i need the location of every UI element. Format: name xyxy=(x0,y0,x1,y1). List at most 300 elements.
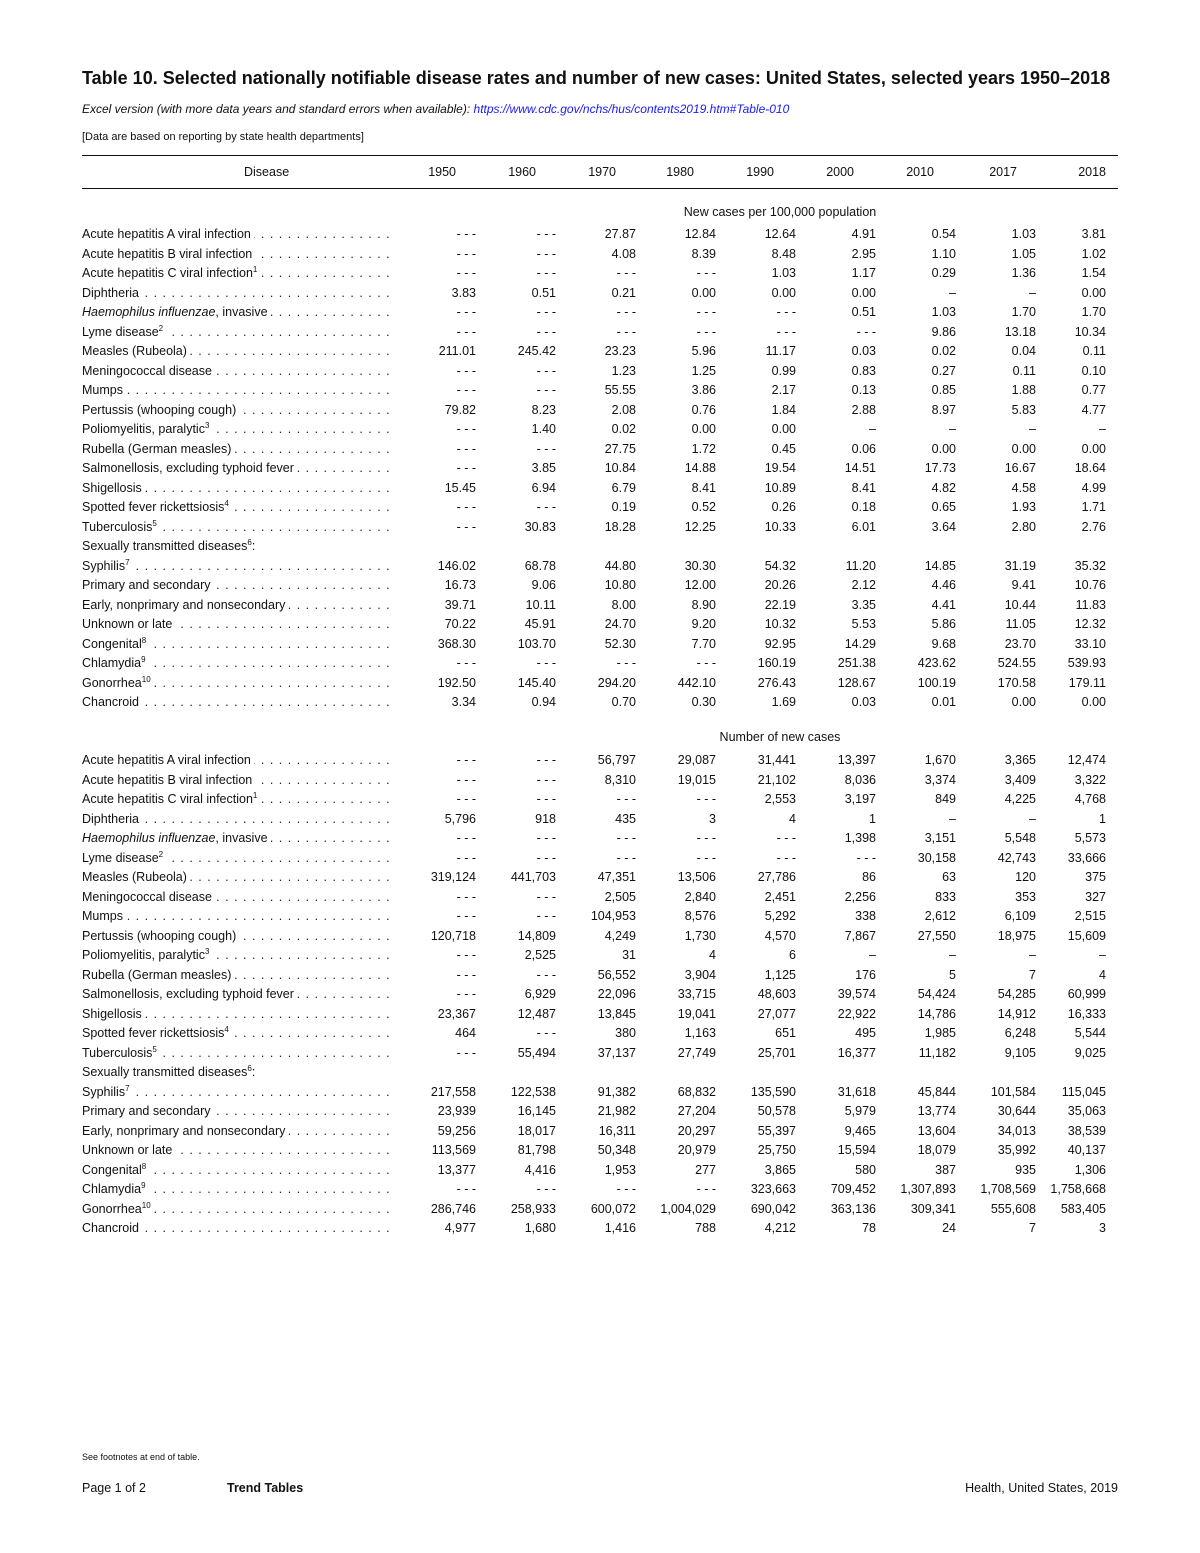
footer-section: Trend Tables xyxy=(227,1481,304,1495)
table-cell: 3.85 xyxy=(531,461,556,475)
table-cell: - - - xyxy=(456,324,476,339)
row-label-text: Tuberculosis xyxy=(82,1045,153,1060)
table-cell: - - - xyxy=(456,831,476,845)
table-cell: 0.03 xyxy=(851,695,876,709)
table-cell: 3,865 xyxy=(764,1162,796,1177)
table-cell: 54,285 xyxy=(997,987,1036,1001)
table-cell: 353 xyxy=(1015,889,1036,904)
table-cell: – xyxy=(1029,948,1036,962)
table-cell: 1,758,668 xyxy=(1050,1182,1106,1196)
table-cell: 7 xyxy=(1029,1221,1036,1235)
table-row xyxy=(82,771,1118,791)
col-header-year: 2000 xyxy=(826,165,854,179)
table-cell: 918 xyxy=(535,811,556,826)
row-label-text: Sexually transmitted diseases xyxy=(82,1065,248,1079)
table-cell: 4.82 xyxy=(931,480,956,495)
table-cell: - - - xyxy=(456,441,476,456)
table-cell: - - - xyxy=(776,831,796,845)
table-cell: - - - xyxy=(456,656,476,670)
col-header-year: 1990 xyxy=(746,165,774,179)
table-cell: 435 xyxy=(615,811,636,826)
table-cell: 323,663 xyxy=(750,1182,796,1196)
table-cell: 16,145 xyxy=(517,1104,556,1118)
table-cell: - - - xyxy=(456,772,476,787)
table-cell: - - - xyxy=(456,227,476,241)
table-cell: 0.00 xyxy=(931,441,956,456)
table-cell: 14,809 xyxy=(517,928,556,943)
table-cell: 4.91 xyxy=(851,227,876,241)
row-label-text: Pertussis (whooping cough) xyxy=(82,402,237,417)
row-label xyxy=(82,1044,396,1064)
data-note: [Data are based on reporting by state health departments] xyxy=(82,131,364,143)
table-cell: 11,182 xyxy=(918,1045,956,1060)
row-label-text: Unknown or late xyxy=(82,1143,173,1157)
row-label xyxy=(82,635,396,655)
table-cell: 54,424 xyxy=(917,987,956,1001)
table-cell: 4 xyxy=(789,811,796,826)
footnote-marker: 9 xyxy=(141,654,146,664)
row-label xyxy=(82,576,396,596)
row-label xyxy=(82,654,396,674)
table-cell: 12.32 xyxy=(1074,617,1106,631)
row-label xyxy=(82,537,396,557)
table-cell: 50,348 xyxy=(597,1143,636,1157)
table-cell: - - - xyxy=(616,656,636,670)
table-cell: 5.86 xyxy=(931,617,956,631)
table-cell: 0.00 xyxy=(771,422,796,436)
table-row xyxy=(82,927,1118,947)
table-cell: 16,333 xyxy=(1067,1006,1106,1021)
row-label xyxy=(82,615,396,635)
table-cell: 60,999 xyxy=(1067,987,1106,1001)
row-label xyxy=(82,829,396,849)
table-cell: 2.76 xyxy=(1081,519,1106,534)
table-cell: 387 xyxy=(935,1162,956,1177)
table-cell: 8,310 xyxy=(604,772,636,787)
table-cell: 1,306 xyxy=(1074,1162,1106,1177)
row-label xyxy=(82,342,396,362)
table-cell: - - - xyxy=(456,266,476,280)
table-cell: 0.70 xyxy=(611,695,636,709)
table-cell: 14,912 xyxy=(997,1006,1036,1021)
table-cell: 583,405 xyxy=(1060,1201,1106,1216)
row-label-text: Mumps xyxy=(82,383,123,397)
row-label xyxy=(82,362,396,382)
table-cell: 1,708,569 xyxy=(980,1182,1036,1196)
row-label-text: Measles (Rubeola) xyxy=(82,344,187,358)
table-cell: - - - xyxy=(536,772,556,787)
table-cell: 19.54 xyxy=(764,461,796,475)
table-cell: 30.83 xyxy=(524,519,556,534)
table-cell: 1.71 xyxy=(1081,500,1106,514)
row-label-text: Meningococcal disease xyxy=(82,889,212,904)
table-cell: 70.22 xyxy=(444,617,476,631)
excel-version-link[interactable]: https://www.cdc.gov/nchs/hus/contents2019.htm#Table-010 xyxy=(473,102,790,116)
row-label xyxy=(82,264,396,284)
table-cell: 35,063 xyxy=(1067,1104,1106,1118)
col-header-year: 1970 xyxy=(588,165,616,179)
table-cell: 5,573 xyxy=(1074,831,1106,845)
row-label-text: Acute hepatitis B viral infection xyxy=(82,772,253,787)
table-cell: 52.30 xyxy=(604,636,636,651)
table-cell: 27,749 xyxy=(677,1045,716,1060)
table-cell: 1.54 xyxy=(1081,266,1106,280)
row-label xyxy=(82,946,396,966)
table-row xyxy=(82,225,1118,245)
table-cell: 4,212 xyxy=(764,1221,796,1235)
table-cell: 42,743 xyxy=(997,850,1036,865)
table-cell: 8,576 xyxy=(684,909,716,923)
table-cell: 1,670 xyxy=(924,753,956,767)
table-cell: - - - xyxy=(616,324,636,339)
table-cell: 10.76 xyxy=(1074,578,1106,592)
table-cell: 145.40 xyxy=(517,675,556,690)
table-cell: 12,487 xyxy=(517,1006,556,1021)
table-cell: 10.84 xyxy=(604,461,636,475)
row-label-text: Shigellosis xyxy=(82,480,142,495)
table-cell: 18.64 xyxy=(1074,461,1106,475)
table-cell: – xyxy=(949,811,956,826)
table-cell: 9,105 xyxy=(1004,1045,1036,1060)
table-cell: 1,680 xyxy=(524,1221,556,1235)
table-cell: 0.19 xyxy=(611,500,636,514)
row-label xyxy=(82,323,396,343)
table-row xyxy=(82,1219,1118,1239)
table-cell: 10.11 xyxy=(525,597,556,612)
table-cell xyxy=(396,1063,476,1083)
table-cell: 7 xyxy=(1029,967,1036,982)
table-cell: 1.25 xyxy=(691,363,716,378)
table-cell: - - - xyxy=(536,792,556,806)
row-label-text: Pertussis (whooping cough) xyxy=(82,928,237,943)
table-cell: 45,844 xyxy=(917,1084,956,1099)
row-label xyxy=(82,420,396,440)
table-cell: 258,933 xyxy=(510,1201,556,1216)
row-label xyxy=(82,985,396,1005)
row-label-text: Early, nonprimary and nonsecondary xyxy=(82,1123,286,1138)
table-cell: 12.64 xyxy=(764,227,796,241)
table-cell: 1.69 xyxy=(771,695,796,709)
table-cell: 78 xyxy=(862,1221,876,1235)
footer-publication: Health, United States, 2019 xyxy=(965,1481,1118,1495)
table-cell: 3,409 xyxy=(1004,772,1036,787)
table-cell: 251.38 xyxy=(837,656,876,670)
table-cell: - - - xyxy=(536,753,556,767)
table-cell: 47,351 xyxy=(597,870,636,884)
table-cell: 31,618 xyxy=(837,1084,876,1099)
table-cell: 4.41 xyxy=(931,597,956,612)
row-label xyxy=(82,557,396,577)
table-cell: 441,703 xyxy=(510,870,556,884)
table-cell: 423.62 xyxy=(917,656,956,670)
table-cell: 5.53 xyxy=(851,617,876,631)
table-cell: 8.00 xyxy=(611,597,636,612)
table-cell: 0.26 xyxy=(771,500,796,514)
table-cell: 30.30 xyxy=(684,558,716,573)
row-label xyxy=(82,1161,396,1181)
table-cell: 2,451 xyxy=(764,889,796,904)
table-cell: - - - xyxy=(696,324,716,339)
table-cell: 0.21 xyxy=(611,285,636,300)
table-cell: 849 xyxy=(935,792,956,806)
table-cell: 122,538 xyxy=(510,1084,556,1099)
col-header-disease: Disease xyxy=(244,165,290,179)
table-cell: 3,197 xyxy=(844,792,876,806)
row-label xyxy=(82,225,396,245)
table-cell: 56,797 xyxy=(597,753,636,767)
table-cell: 8,036 xyxy=(844,772,876,787)
table-cell: - - - xyxy=(536,441,556,456)
table-cell: 12.25 xyxy=(684,519,716,534)
row-label xyxy=(82,401,396,421)
table-cell: 18,017 xyxy=(517,1123,556,1138)
table-row xyxy=(82,1024,1118,1044)
row-label xyxy=(82,1180,396,1200)
header-bottom-rule xyxy=(82,188,1118,189)
table-cell: 79.82 xyxy=(444,402,476,417)
table-row xyxy=(82,537,1118,557)
table-cell xyxy=(556,537,636,557)
table-cell: 15,609 xyxy=(1067,928,1106,943)
table-row xyxy=(82,1005,1118,1025)
table-cell xyxy=(396,537,476,557)
footnote-marker: 6 xyxy=(247,1063,252,1073)
row-label xyxy=(82,303,396,323)
row-label-text: Measles (Rubeola) xyxy=(82,870,187,884)
table-cell: 18,975 xyxy=(997,928,1036,943)
row-label-text: Diphtheria xyxy=(82,811,139,826)
table-cell: 8.39 xyxy=(691,246,716,261)
footnote-marker: 5 xyxy=(152,1044,157,1054)
table-cell: 277 xyxy=(695,1162,716,1177)
table-cell: - - - xyxy=(696,850,716,865)
table-cell: 1.70 xyxy=(1081,305,1106,319)
table-cell: 0.06 xyxy=(851,441,876,456)
table-cell: - - - xyxy=(536,889,556,904)
footnote-marker: 3 xyxy=(204,420,210,430)
row-label-text: Rubella (German measles) xyxy=(82,967,232,982)
table-cell: 0.11 xyxy=(1012,363,1036,378)
table-cell: 179.11 xyxy=(1068,675,1106,690)
table-cell: 13,604 xyxy=(917,1123,956,1138)
table-cell: 33,715 xyxy=(677,987,716,1001)
table-cell: - - - xyxy=(536,324,556,339)
table-cell: 327 xyxy=(1085,889,1106,904)
table-cell: 935 xyxy=(1015,1162,1036,1177)
table-cell: 48,603 xyxy=(757,987,796,1001)
table-cell: - - - xyxy=(456,753,476,767)
footnote-marker: 9 xyxy=(141,1180,146,1190)
table-cell: 1.03 xyxy=(1011,227,1036,241)
row-label xyxy=(82,479,396,499)
table-cell xyxy=(876,537,956,557)
table-cell: 464 xyxy=(455,1026,476,1040)
row-label xyxy=(82,1063,396,1083)
table-cell: - - - xyxy=(616,266,636,280)
row-label-text: Tuberculosis xyxy=(82,519,153,534)
table-cell: 375 xyxy=(1085,870,1106,884)
table-cell: 115,045 xyxy=(1061,1084,1106,1099)
table-cell: 1.23 xyxy=(611,363,636,378)
table-cell: 4.58 xyxy=(1011,480,1036,495)
table-cell: 35,992 xyxy=(997,1143,1036,1157)
table-row xyxy=(82,1180,1118,1200)
table-cell: 1.17 xyxy=(851,266,876,280)
table-cell: 0.27 xyxy=(931,363,956,378)
table-cell: 27,204 xyxy=(677,1104,716,1118)
col-header-year: 2010 xyxy=(906,165,934,179)
counts-table xyxy=(82,751,1118,1239)
table-row xyxy=(82,1200,1118,1220)
table-cell: 63 xyxy=(942,870,956,884)
row-label xyxy=(82,1219,396,1239)
table-cell: 3.64 xyxy=(931,519,956,534)
table-cell: 192.50 xyxy=(437,675,476,690)
table-cell: 6,929 xyxy=(524,987,556,1001)
table-cell: 524.55 xyxy=(997,656,1036,670)
table-cell: - - - xyxy=(536,363,556,378)
row-label xyxy=(82,1141,396,1161)
table-cell: - - - xyxy=(456,889,476,904)
table-cell: 709,452 xyxy=(830,1182,876,1196)
table-cell: 1,163 xyxy=(684,1026,716,1040)
row-label-text: Sexually transmitted diseases xyxy=(82,539,248,553)
table-row xyxy=(82,810,1118,830)
table-cell: - - - xyxy=(536,909,556,923)
table-cell: – xyxy=(1099,422,1106,436)
table-row xyxy=(82,1044,1118,1064)
table-cell: – xyxy=(1029,285,1036,300)
row-label-text: Syphilis xyxy=(82,558,126,573)
table-cell xyxy=(876,1063,956,1083)
table-cell: 16.67 xyxy=(1004,461,1036,475)
row-label-text: Acute hepatitis A viral infection xyxy=(82,753,251,767)
table-cell: 24.70 xyxy=(604,617,636,631)
table-cell: - - - xyxy=(696,1182,716,1196)
table-row xyxy=(82,635,1118,655)
table-cell: 495 xyxy=(855,1026,876,1040)
table-cell: 13,774 xyxy=(917,1104,956,1118)
table-cell: - - - xyxy=(776,850,796,865)
row-label-text: Spotted fever rickettsiosis xyxy=(82,1026,225,1040)
footnote-marker: 2 xyxy=(158,849,164,859)
table-cell: - - - xyxy=(456,519,476,534)
table-row xyxy=(82,576,1118,596)
row-label xyxy=(82,693,396,713)
table-cell: 3.81 xyxy=(1081,227,1106,241)
table-row xyxy=(82,323,1118,343)
table-cell: 13.18 xyxy=(1004,324,1036,339)
table-cell: 0.10 xyxy=(1081,363,1106,378)
table-cell: 4,570 xyxy=(764,928,796,943)
table-cell: 6.01 xyxy=(851,519,876,534)
table-row xyxy=(82,440,1118,460)
table-cell: 5.83 xyxy=(1011,402,1036,417)
table-cell: 2.80 xyxy=(1011,519,1036,534)
table-cell: 55,397 xyxy=(757,1123,796,1138)
table-cell: 18,079 xyxy=(917,1143,956,1157)
table-cell: - - - xyxy=(536,656,556,670)
row-label-text: Early, nonprimary and nonsecondary xyxy=(82,597,286,612)
table-cell: 4,977 xyxy=(444,1221,476,1235)
table-cell: 3,151 xyxy=(924,831,956,845)
table-cell: 1.03 xyxy=(931,305,956,319)
table-cell: - - - xyxy=(696,831,716,845)
table-cell: 6,109 xyxy=(1004,909,1036,923)
table-cell: 135,590 xyxy=(750,1084,796,1099)
row-label xyxy=(82,810,396,830)
table-cell: 4.77 xyxy=(1081,402,1106,417)
header-top-rule xyxy=(82,155,1118,156)
table-row xyxy=(82,615,1118,635)
row-label xyxy=(82,459,396,479)
table-cell: - - - xyxy=(856,324,876,339)
footnote-marker: 4 xyxy=(224,498,229,508)
row-label-text: Acute hepatitis C viral infection xyxy=(82,792,253,806)
row-label-text: Poliomyelitis, paralytic xyxy=(82,422,205,436)
table-cell: 651 xyxy=(775,1026,796,1040)
table-cell: 217,558 xyxy=(430,1084,476,1099)
table-cell: 4.99 xyxy=(1081,480,1106,495)
table-cell: 4,768 xyxy=(1074,792,1106,806)
table-cell: - - - xyxy=(536,1026,556,1040)
table-row xyxy=(82,264,1118,284)
table-row xyxy=(82,1161,1118,1181)
table-cell: 5.96 xyxy=(691,344,716,358)
table-cell: 4,416 xyxy=(524,1162,556,1177)
table-cell: 8.97 xyxy=(931,402,956,417)
table-cell: 10.33 xyxy=(764,519,796,534)
row-label xyxy=(82,771,396,791)
table-row xyxy=(82,693,1118,713)
row-label xyxy=(82,849,396,869)
table-cell: 22,096 xyxy=(597,987,636,1001)
table-cell: 27,786 xyxy=(757,870,796,884)
table-row xyxy=(82,868,1118,888)
table-cell: – xyxy=(949,285,956,300)
table-row xyxy=(82,557,1118,577)
table-cell: 12.00 xyxy=(684,578,716,592)
table-cell: 91,382 xyxy=(597,1084,636,1099)
row-label-text: Congenital xyxy=(82,636,142,651)
table-cell: – xyxy=(869,422,876,436)
col-header-year: 2018 xyxy=(1078,165,1106,179)
table-cell: 1.93 xyxy=(1011,500,1036,514)
table-cell xyxy=(796,537,876,557)
table-cell: - - - xyxy=(456,422,476,436)
table-cell: 1,416 xyxy=(604,1221,636,1235)
table-cell: 0.76 xyxy=(691,402,716,417)
row-label-text: Unknown or late xyxy=(82,617,173,631)
table-cell: 3 xyxy=(709,811,716,826)
table-cell: 23.23 xyxy=(604,344,636,358)
table-cell: 4,225 xyxy=(1004,792,1036,806)
table-cell: - - - xyxy=(536,227,556,241)
row-label-text: Lyme disease xyxy=(82,850,159,865)
table-cell: 10.34 xyxy=(1074,324,1106,339)
table-cell: 113,569 xyxy=(431,1143,476,1157)
table-cell: 31,441 xyxy=(757,753,796,767)
table-cell xyxy=(716,537,796,557)
table-cell: 0.00 xyxy=(1081,695,1106,709)
table-row xyxy=(82,401,1118,421)
table-cell: - - - xyxy=(456,246,476,261)
table-cell xyxy=(556,1063,636,1083)
table-cell: 2.08 xyxy=(611,402,636,417)
table-row xyxy=(82,362,1118,382)
table-cell: 0.52 xyxy=(691,500,716,514)
table-cell: 0.30 xyxy=(691,695,716,709)
